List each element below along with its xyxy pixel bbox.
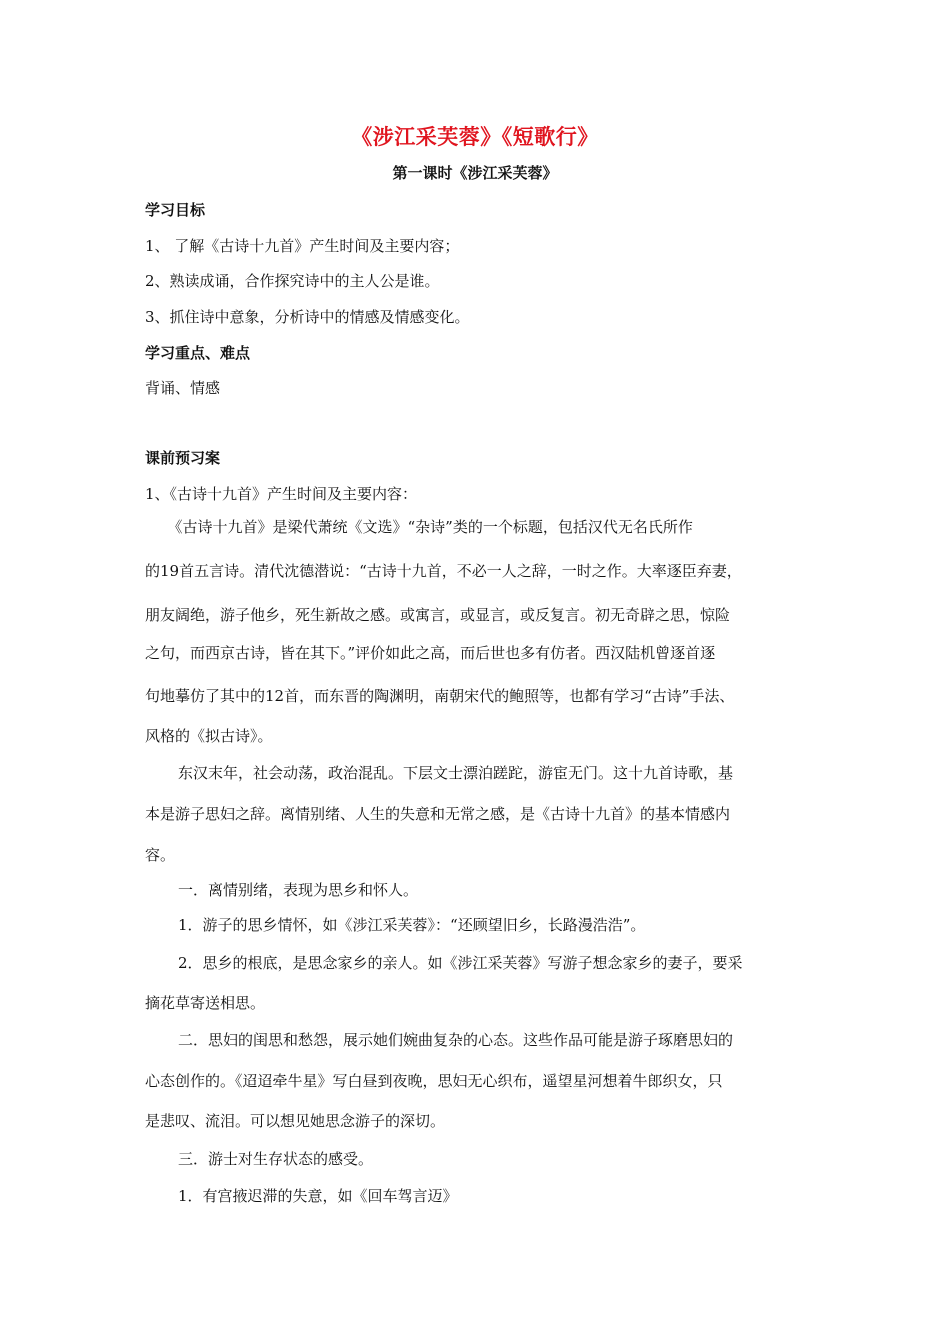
- paragraph-line: 《古诗十九首》是梁代萧统《文选》“杂诗”类的一个标题，包括汉代无名氏所作: [145, 518, 693, 536]
- section-item: 1．有宫掖迟滞的失意，如《回车驾言迈》: [178, 1187, 458, 1205]
- paragraph-line: 之句，而西京古诗，皆在其下。”评价如此之高，而后世也多有仿者。西汉陆机曾逐首逐: [145, 644, 716, 662]
- section-item: 2．思乡的根底，是思念家乡的亲人。如《涉江采芙蓉》写游子想念家乡的妻子，要采: [178, 954, 743, 972]
- paragraph-line: 心态创作的。《迢迢牵牛星》写白昼到夜晚，思妇无心织布，遥望星河想着牛郎织女，只: [145, 1072, 723, 1090]
- paragraph-line: 风格的《拟古诗》。: [145, 727, 273, 745]
- paragraph-line: 本是游子思妇之辞。离情别绪、人生的失意和无常之感，是《古诗十九首》的基本情感内: [145, 805, 731, 823]
- goal-item: 1、 了解《古诗十九首》产生时间及主要内容；: [145, 237, 460, 255]
- key-points-heading: 学习重点、难点: [145, 344, 251, 362]
- document-title: 《涉江采芙蓉》《短歌行》: [351, 124, 599, 149]
- section-item: 1．游子的思乡情怀，如《涉江采芙蓉》：“还顾望旧乡，长路漫浩浩”。: [178, 916, 646, 934]
- paragraph-line: 的19首五言诗。清代沈德潜说：“古诗十九首，不必一人之辞，一时之作。大率逐臣弃妻，: [145, 562, 742, 580]
- lesson-subtitle: 第一课时《涉江采芙蓉》: [392, 164, 558, 182]
- paragraph-line: 东汉末年，社会动荡，政治混乱。下层文士漂泊蹉跎，游宦无门。这十九首诗歌，基: [178, 764, 734, 782]
- paragraph-line: 是悲叹、流泪。可以想见她思念游子的深切。: [145, 1112, 446, 1130]
- section-item: 摘花草寄送相思。: [145, 994, 266, 1012]
- section-heading: 一．离情别绪，表现为思乡和怀人。: [178, 881, 419, 899]
- section-heading: 三．游士对生存状态的感受。: [178, 1150, 374, 1168]
- goal-item: 2、熟读成诵，合作探究诗中的主人公是谁。: [145, 272, 440, 290]
- paragraph-line: 朋友阔绝，游子他乡，死生新故之感。或寓言，或显言，或反复言。初无奇辟之思，惊险: [145, 606, 731, 624]
- paragraph-line: 句地摹仿了其中的12首，而东晋的陶渊明，南朝宋代的鲍照等，也都有学习“古诗”手法、: [145, 687, 735, 705]
- paragraph-line: 容。: [145, 846, 176, 864]
- preview-heading: 课前预习案: [145, 449, 221, 467]
- preview-item: 1、《古诗十九首》产生时间及主要内容：: [145, 485, 418, 503]
- goal-item: 3、抓住诗中意象，分析诗中的情感及情感变化。: [145, 308, 470, 326]
- goals-heading: 学习目标: [145, 201, 206, 219]
- key-points-text: 背诵、情感: [145, 379, 221, 397]
- section-heading: 二．思妇的闺思和愁怨，展示她们婉曲复杂的心态。这些作品可能是游子琢磨思妇的: [178, 1031, 734, 1049]
